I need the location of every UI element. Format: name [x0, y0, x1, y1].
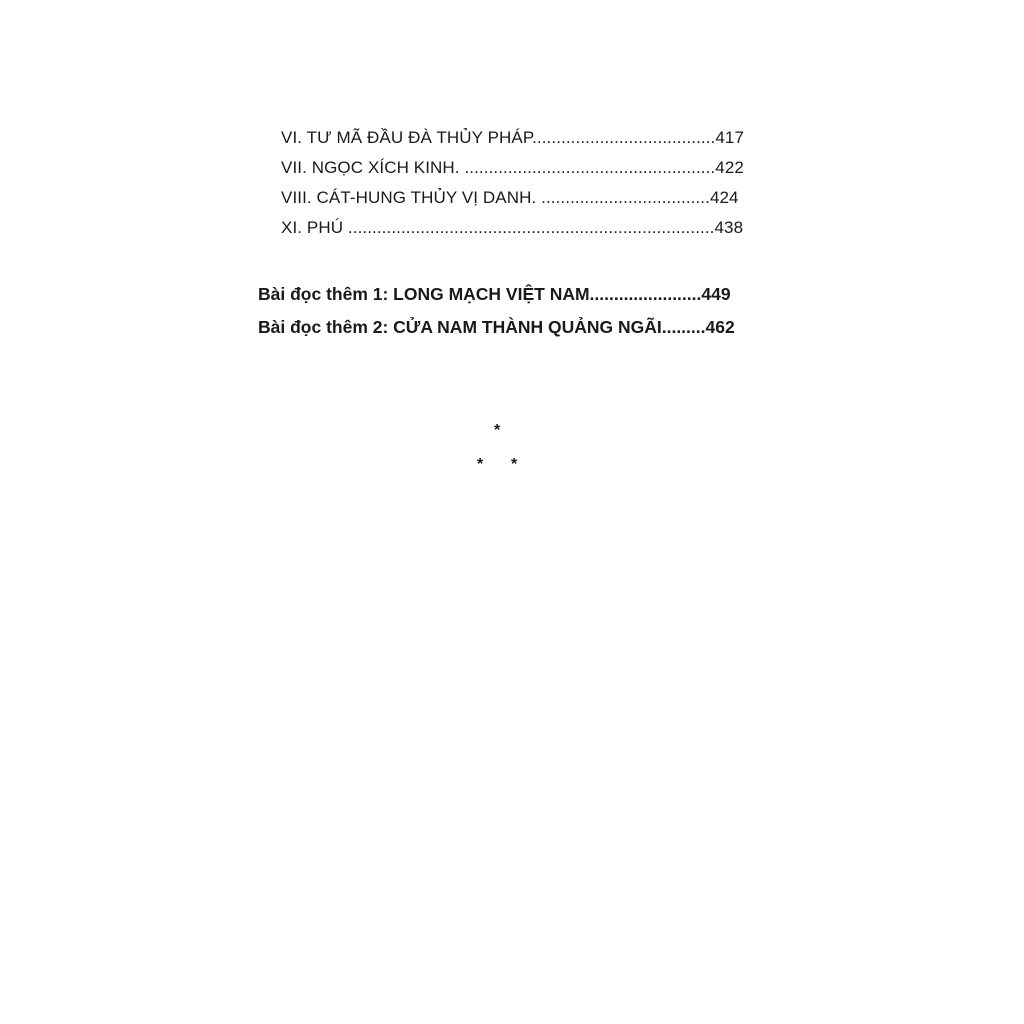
asterism-star-right: * [511, 456, 518, 473]
toc-entry-reading-2[interactable]: Bài đọc thêm 2: CỬA NAM THÀNH QUẢNG NGÃI.........462 [258, 317, 735, 337]
toc-entry-section-xi[interactable]: XI. PHÚ ............................................................................438 [281, 218, 744, 237]
toc-entry-section-vi[interactable]: VI. TƯ MÃ ĐẦU ĐÀ THỦY PHÁP......................................417 [281, 128, 745, 147]
toc-entry-section-viii[interactable]: VIII. CÁT-HUNG THỦY VỊ DANH. ...................................424 [281, 188, 739, 207]
toc-entry-reading-1[interactable]: Bài đọc thêm 1: LONG MẠCH VIỆT NAM.......................449 [258, 284, 731, 304]
asterism-star-left: * [477, 456, 484, 473]
asterism-star-top: * [494, 422, 501, 439]
toc-entry-section-vii[interactable]: VII. NGỌC XÍCH KINH. ....................................................422 [281, 158, 744, 177]
